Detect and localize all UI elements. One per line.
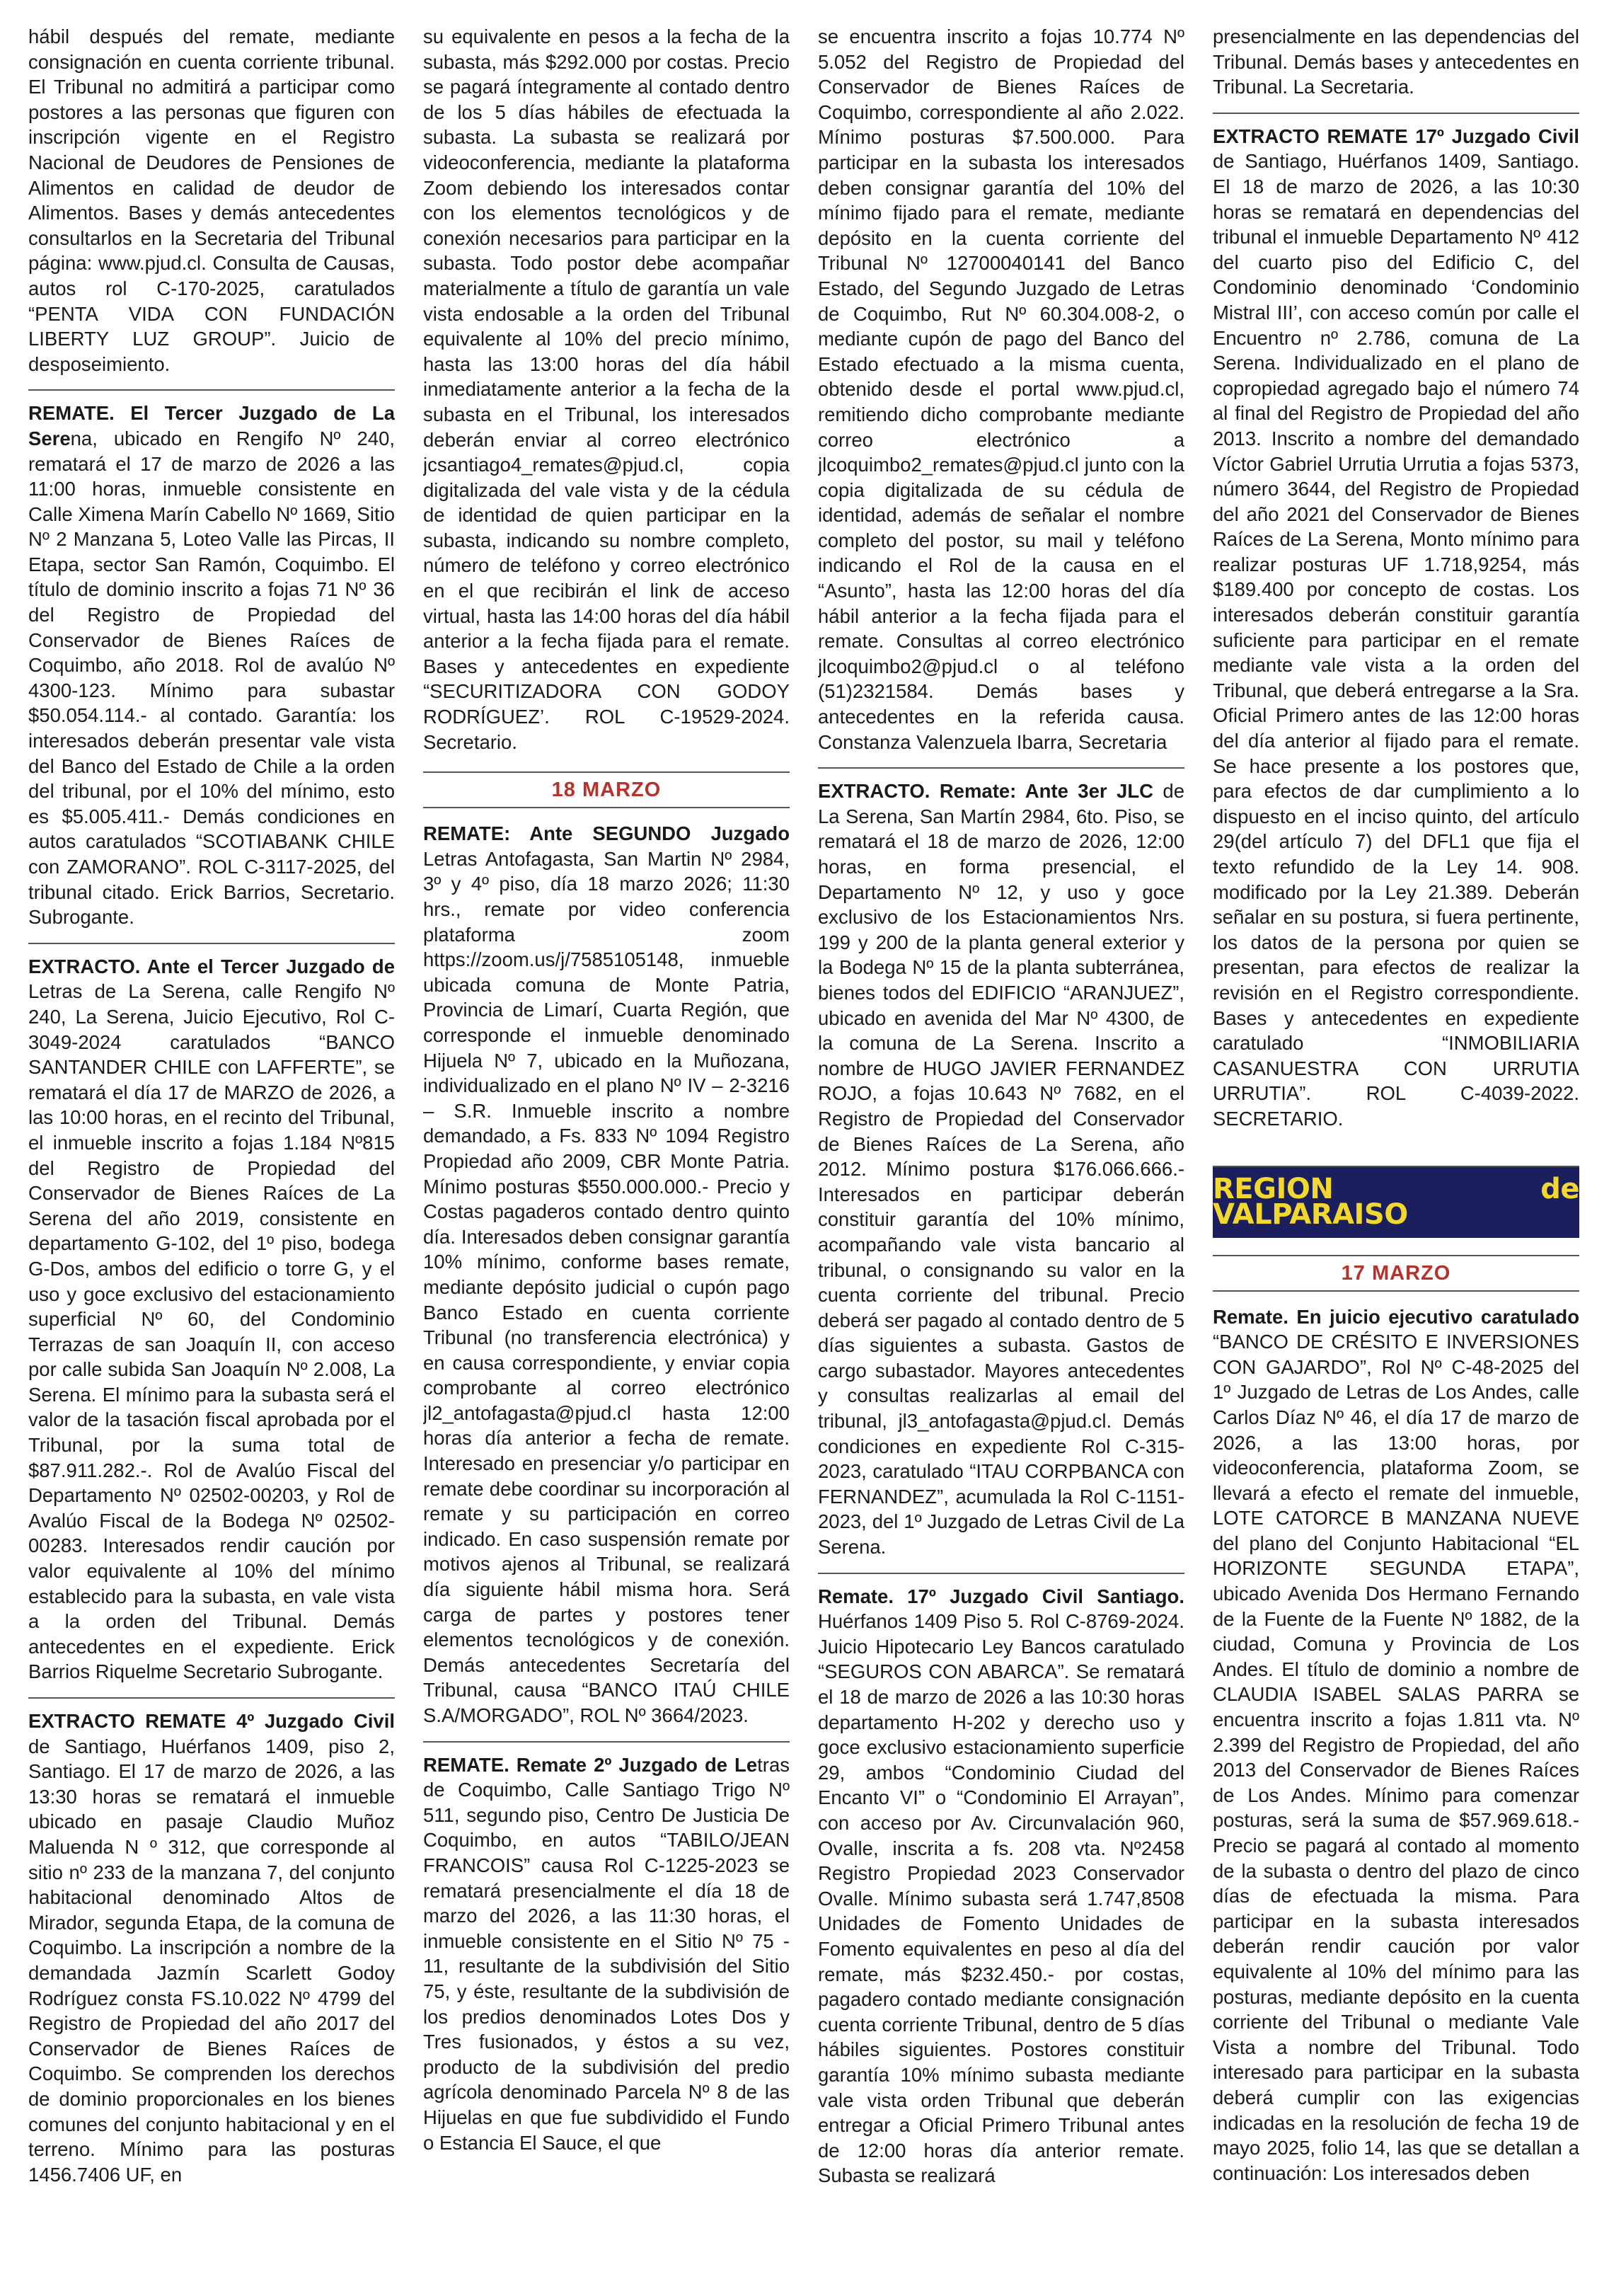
column-1 xyxy=(28,24,395,2275)
notice-lead: REMATE. El Tercer Juzgado de La Sere xyxy=(28,402,395,449)
notice-body: Letras Antofagasta, San Martin Nº 2984, 3º y 4º piso, día 18 marzo 2026; 11:30 hrs., remate por video conferencia plataforma zoom https://zoom.us/j/7585105148, inmueble ubicada comuna de Monte Patria, Provincia de Limarí, Cuarta Región, que corresponde el inmueble denominado Hijuela Nº 7, ubicado en la Muñozana, individualizado en el plano Nº IV – 2-3216 – S.R. Inmueble inscrito a nombre demandado, a Fs. 833 Nº 1094 Registro Propiedad año 2009, CBR Monte Patria. Mínimo posturas $550.000.000.- Precio y Costas pagaderos contado dentro quinto día. Interesados deben consignar garantía 10% mínimo, conforme bases remate, mediante depósito judicial o cupón pago Banco Estado en cuenta corriente Tribunal (no transferencia electrónica) y en causa correspondiente, y enviar copia comprobante al correo electrónico jl2_antofagasta@pjud.cl hasta 12:00 horas día anterior a fecha de remate. Interesado en presenciar y/o participar en remate debe coordinar su incorporación al remate y su participación en correo indicado. En caso suspensión remate por motivos ajenos al Tribunal, se realizará día siguiente hábil misma hora. Será carga de partes y postores tener elementos tecnológicos y de conexión. Demás antecedentes Secretaría del Tribunal, causa “BANCO ITAÚ CHILE S.A/MORGADO”, ROL Nº 3664/2023. xyxy=(423,847,790,1726)
notice-body: de Santiago, Huérfanos 1409, piso 2, Santiago. El 17 de marzo de 2026, a las 13:30 horas se rematará el inmueble ubicado en pasaje Claudio Muñoz Maluenda N º 312, que corresponde al sitio nº 233 de la manzana 7, del conjunto habitacional denominado Altos de Mirador, segunda Etapa, de la comuna de Coquimbo. La inscripción a nombre de la demandada Jazmín Scarlett Godoy Rodríguez consta FS.10.022 Nº 4799 del Registro de Propiedad del año 2017 del Conservador de Bienes Raíces de Coquimbo. Se comprenden los derechos de dominio proporcionales en los bienes comunes del conjunto habitacional y en el terreno. Mínimo para las posturas 1456.7406 UF, en xyxy=(28,1735,395,2186)
legal-notice xyxy=(423,24,790,754)
region-title: REGION de VALPARAISO xyxy=(1213,1172,1579,1231)
legal-notice xyxy=(1213,1304,1579,2186)
region-banner xyxy=(1213,1166,1579,1238)
notice-body: na, ubicado en Rengifo Nº 240, rematará el 17 de marzo de 2026 a las 11:00 horas, inmueble consistente en Calle Ximena Marín Cabello Nº 1669, Sitio Nº 2 Manzana 5, Loteo Valle las Pircas, II Etapa, sector San Ramón, Coquimbo. El título de dominio inscrito a fojas 71 Nº 36 del Registro de Propiedad del Conservador de Bienes Raíces de Coquimbo, año 2018. Rol de avalúo Nº 4300-123. Mínimo para subastar $50.054.114.- al contado. Garantía: los interesados deberán presentar vale vista del Banco del Estado de Chile a la orden del tribunal, por el 10% del mínimo, esto es $5.005.411.- Demás condiciones en autos caratulados “SCOTIABANK CHILE con ZAMORANO”. ROL C-3117-2025, del tribunal citado. Erick Barrios, Secretario. Subrogante. xyxy=(28,427,395,929)
notice-body: su equivalente en pesos a la fecha de la subasta, más $292.000 por costas. Precio se pagará íntegramente al contado dentro de los 5 días hábiles de efectuada la subasta. La subasta se realizará por videoconferencia, mediante la plataforma Zoom debiendo los interesados contar con los elementos tecnológicos y de conexión necesarios para participar en la subasta. Todo postor debe acompañar materialmente a título de garantía un vale vista endosable a la orden del Tribunal equivalente al 10% del precio mínimo, hasta las 13:00 horas del día hábil inmediatamente anterior a la fecha de la subasta en el Tribunal, los interesados deberán enviar al correo electrónico jcsantiago4_remates@pjud.cl, copia digitalizada del vale vista y de la cédula de identidad de quien participar en la subasta, indicando su nombre completo, número de teléfono y correo electrónico en el que recibirán el link de acceso virtual, hasta las 14:00 horas del día hábil anterior a la fecha fijada para el remate. Bases y antecedentes en expediente “SECURITIZADORA CON GODOY RODRÍGUEZ’. ROL C-19529-2024. Secretario. xyxy=(423,25,790,753)
legal-notice xyxy=(818,767,1184,1559)
newspaper-page xyxy=(28,24,1581,2275)
legal-notice xyxy=(818,1573,1184,2188)
notice-lead: REMATE: Ante SEGUNDO Juzgado xyxy=(423,822,790,845)
legal-notice xyxy=(1213,113,1579,1132)
legal-notice xyxy=(423,821,790,1728)
notice-lead: Remate. En juicio ejecutivo caratulado xyxy=(1213,1305,1579,1328)
date-header: 18 MARZO xyxy=(423,771,790,808)
notice-body: de La Serena, San Martín 2984, 6to. Piso, se rematará el 18 de marzo de 2026, 12:00 horas, en forma presencial, el Departamento Nº 12, y uso y goce exclusivo de los Estacionamientos Nrs. 199 y 200 de la planta general exterior y la Bodega Nº 15 de la planta subterránea, bienes todos del EDIFICIO “ARANJUEZ”, ubicado en avenida del Mar Nº 4300, de la comuna de La Serena. Inscrito a nombre de HUGO JAVIER FERNANDEZ ROJO, a fojas 10.643 Nº 7682, en el Registro de Propiedad del Conservador de Bienes Raíces de La Serena, año 2012. Mínimo postura $176.066.666.- Interesados en participar deberán constituir garantía del 10% mínimo, acompañando vale vista bancario al tribunal, o consignando su valor en la cuenta corriente del tribunal. Precio deberá ser pagado al contado dentro de 5 días siguientes a subasta. Gastos de cargo subastador. Mayores antecedentes y consultas realizarlas al email del tribunal, jl3_antofagasta@pjud.cl. Demás condiciones en expediente Rol C-315-2023, caratulado “ITAU CORPBANCA con FERNANDEZ”, acumulada la Rol C-1151-2023, del 1º Juzgado de Letras Civil de La Serena. xyxy=(818,780,1184,1559)
notice-body: presencialmente en las dependencias del Tribunal. Demás bases y antecedentes en Tribunal. La Secretaria. xyxy=(1213,25,1579,98)
notice-lead: Remate. 17º Juzgado Civil Santiago. xyxy=(818,1585,1184,1607)
column-3 xyxy=(818,24,1184,2275)
legal-notice xyxy=(28,24,395,377)
notice-body: tras de Coquimbo, Calle Santiago Trigo Nº 511, segundo piso, Centro De Justicia De Coquimbo, en autos “TABILO/JEAN FRANCOIS” causa Rol C-1225-2023 se rematará presencialmente el día 18 de marzo del 2026, a las 11:30 horas, el inmueble consistente en el Sitio Nº 75 - 11, resultante de la subdivisión del Sitio 75, y éste, resultante de la subdivisión de los predios denominados Lotes Dos y Tres fusionados, y éstos a su vez, producto de la subdivisión del predio agrícola denominado Parcela Nº 8 de las Hijuelas en que fue subdividido el Fundo o Estancia El Sauce, el que xyxy=(423,1753,790,2154)
notice-lead: EXTRACTO REMATE 4º Juzgado Civil xyxy=(28,1710,395,1732)
date-header: 17 MARZO xyxy=(1213,1255,1579,1292)
legal-notice xyxy=(28,1697,395,2187)
notice-lead: EXTRACTO. Remate: Ante 3er JLC xyxy=(818,780,1153,803)
legal-notice xyxy=(28,943,395,1684)
notice-body: Huérfanos 1409 Piso 5. Rol C-8769-2024. Juicio Hipotecario Ley Bancos caratulado “SEGUROS CON ABARCA”. Se rematará el 18 de marzo de 2026 a las 10:30 horas departamento H-202 y derecho uso y goce exclusivo estacionamiento superficie 29, ambos “Condominio Ciudad del Encanto VI” o “Condominio El Arrayan”, con acceso por Av. Circunvalación 960, Ovalle, inscrita a fs. 208 vta. Nº2458 Registro Propiedad 2023 Conservador Ovalle. Mínimo subasta será 1.747,8508 Unidades de Fomento Unidades de Fomento equivalentes en peso al día del remate, más $232.450.- por costas, pagadero contado mediante consignación cuenta corriente Tribunal, dentro de 5 días hábiles siguientes. Postores constituir garantía 10% mínimo subasta mediante vale vista orden Tribunal que deberán entregar a Oficial Primero Tribunal antes de 12:00 horas día anterior remate. Subasta se realizará xyxy=(818,1610,1184,2187)
column-2 xyxy=(423,24,790,2275)
legal-notice xyxy=(818,24,1184,754)
notice-body: “BANCO DE CRÉSITO E INVERSIONES CON GAJARDO”, Rol Nº C-48-2025 del 1º Juzgado de Letras de Los Andes, calle Carlos Díaz Nº 46, el día 17 de marzo de 2026, a las 13:00 horas, por videoconferencia, plataforma Zoom, se llevará a efecto el remate del inmueble, LOTE CATORCE B MANZANA NUEVE del plano del Conjunto Habitacional “EL HORIZONTE SEGUNDA ETAPA”, ubicado Avenida Dos Hermano Fernando de la Fuente de la Fuente Nº 1882, de la ciudad, Comuna y Provincia de Los Andes. El título de dominio a nombre de CLAUDIA ISABEL SALAS PARRA se encuentra inscrito a fojas 1.811 vta. Nº 2.399 del Registro de Propiedad, del año 2013 del Conservador de Bienes Raíces de Los Andes. Mínimo para comenzar posturas, será la suma de $57.969.618.- Precio se pagará al contado al momento de la subasta o dentro del plazo de cinco días de efectuada la misma. Para participar en la subasta interesados deberán rendir caución por valor equivalente al 10% del mínimo para las posturas, mediante depósito en la cuenta corriente del Tribunal o mediante Vale Vista a nombre del Tribunal. Todo interesado para participar en la subasta deberá cumplir con las exigencias indicadas en la resolución de fecha 19 de mayo 2025, folio 14, las que se detallan a continuación: Los interesados deben xyxy=(1213,1331,1579,2184)
notice-body: se encuentra inscrito a fojas 10.774 Nº 5.052 del Registro de Propiedad del Conservador de Bienes Raíces de Coquimbo, correspondiente al año 2.022. Mínimo posturas $7.500.000. Para participar en la subasta los interesados deben consignar garantía del 10% del mínimo fijado para el remate, mediante depósito en la cuenta corriente del Tribunal Nº 12700040141 del Banco Estado, del Segundo Juzgado de Letras de Coquimbo, Rut Nº 60.304.008-2, o mediante cupón de pago del Banco del Estado efectuado a la misma cuenta, obtenido desde el portal www.pjud.cl, remitiendo dicho comprobante mediante correo electrónico a jlcoquimbo2_remates@pjud.cl junto con la copia digitalizada de su cédula de identidad, además de señalar el nombre completo del postor, su mail y teléfono indicando el Rol de la causa en el “Asunto”, hasta las 12:00 horas del día hábil anterior a la fecha fijada para el remate. Consultas al correo electrónico jlcoquimbo2@pjud.cl o al teléfono (51)2321584. Demás bases y antecedentes en la referida causa. Constanza Valenzuela Ibarra, Secretaria xyxy=(818,25,1184,753)
notice-body: Letras de La Serena, calle Rengifo Nº 240, La Serena, Juicio Ejecutivo, Rol C-3049-2024 caratulados “BANCO SANTANDER CHILE con LAFFERTE”, se rematará el día 17 de MARZO de 2026, a las 10:00 horas, en el recinto del Tribunal, el inmueble inscrito a fojas 1.184 Nº815 del Registro de Propiedad del Conservador de Bienes Raíces de La Serena del año 2019, consistente en departamento G-102, del 1º piso, bodega G-Dos, ambos del edificio o torre G, y el uso y goce exclusivo del estacionamiento superficial Nº 60, del Condominio Terrazas de san Joaquín II, con acceso por calle subida San Joaquín Nº 2.008, La Serena. El mínimo para la subasta será el valor de la tasación fiscal aprobada por el Tribunal, por la suma total de $87.911.282.-. Rol de Avalúo Fiscal del Departamento Nº 02502-00203, y Rol de Avalúo Fiscal de la Bodega Nº 02502-00283. Interesados rendir caución por valor equivalente al 10% del mínimo establecido para la subasta, en vale vista a la orden del Tribunal. Demás antecedentes en el expediente. Erick Barrios Riquelme Secretario Subrogante. xyxy=(28,980,395,1683)
legal-notice xyxy=(423,1741,790,2156)
notice-body: hábil después del remate, mediante consignación en cuenta corriente tribunal. El Tribunal no admitirá a participar como postores a las personas que figuren con inscripción vigente en el Registro Nacional de Deudores de Pensiones de Alimentos en calidad de deudor de Alimentos. Bases y demás antecedentes consultarlos en la Secretaria del Tribunal página: www.pjud.cl. Consulta de Causas, autos rol C-170-2025, caratulados “PENTA VIDA CON FUNDACIÓN LIBERTY LUZ GROUP”. Juicio de desposeimiento. xyxy=(28,25,395,375)
notice-body: de Santiago, Huérfanos 1409, Santiago. El 18 de marzo de 2026, a las 10:30 horas se rematará en dependencias del tribunal el inmueble Departamento Nº 412 del cuarto piso del Edificio C, del Condominio denominado ‘Condominio Mistral III’, con acceso común por calle el Encuentro nº 2.786, comuna de La Serena. Individualizado en el plano de copropiedad agregado bajo el número 74 al final del Registro de Propiedad del año 2013. Inscrito a nombre del demandado Víctor Gabriel Urrutia Urrutia a fojas 5373, número 3644, del Registro de Propiedad del año 2021 del Conservador de Bienes Raíces de La Serena, Monto mínimo para realizar posturas UF 1.718,9254, más $189.400 por concepto de costas. Los interesados deberán constituir garantía suficiente para participar en el remate mediante vale vista a la orden del Tribunal, que deberá entregarse a la Sra. Oficial Primero antes de las 12:00 horas del día anterior al fijado para el remate. Se hace presente a los postores que, para efectos de dar cumplimiento a lo dispuesto en el inciso quinto, del artículo 29(del artículo 7) del DFL1 que fija el texto refundido de la Ley 14. 908. modificado por la Ley 21.389. Deberán señalar en su postura, si fuera pertinente, los datos de la persona por quien se presentan, para efectos de realizar la revisión en el Registro correspondiente. Bases y antecedentes en expediente caratulado “INMOBILIARIA CASANUESTRA CON URRUTIA URRUTIA”. ROL C-4039-2022. SECRETARIO. xyxy=(1213,150,1579,1130)
notice-lead: EXTRACTO REMATE 17º Juzgado Civil xyxy=(1213,125,1579,147)
legal-notice xyxy=(28,389,395,929)
legal-notice xyxy=(1213,24,1579,100)
notice-lead: REMATE. Remate 2º Juzgado de Le xyxy=(423,1753,758,1776)
notice-lead: EXTRACTO. Ante el Tercer Juzgado de xyxy=(28,955,395,977)
column-4 xyxy=(1213,24,1579,2275)
